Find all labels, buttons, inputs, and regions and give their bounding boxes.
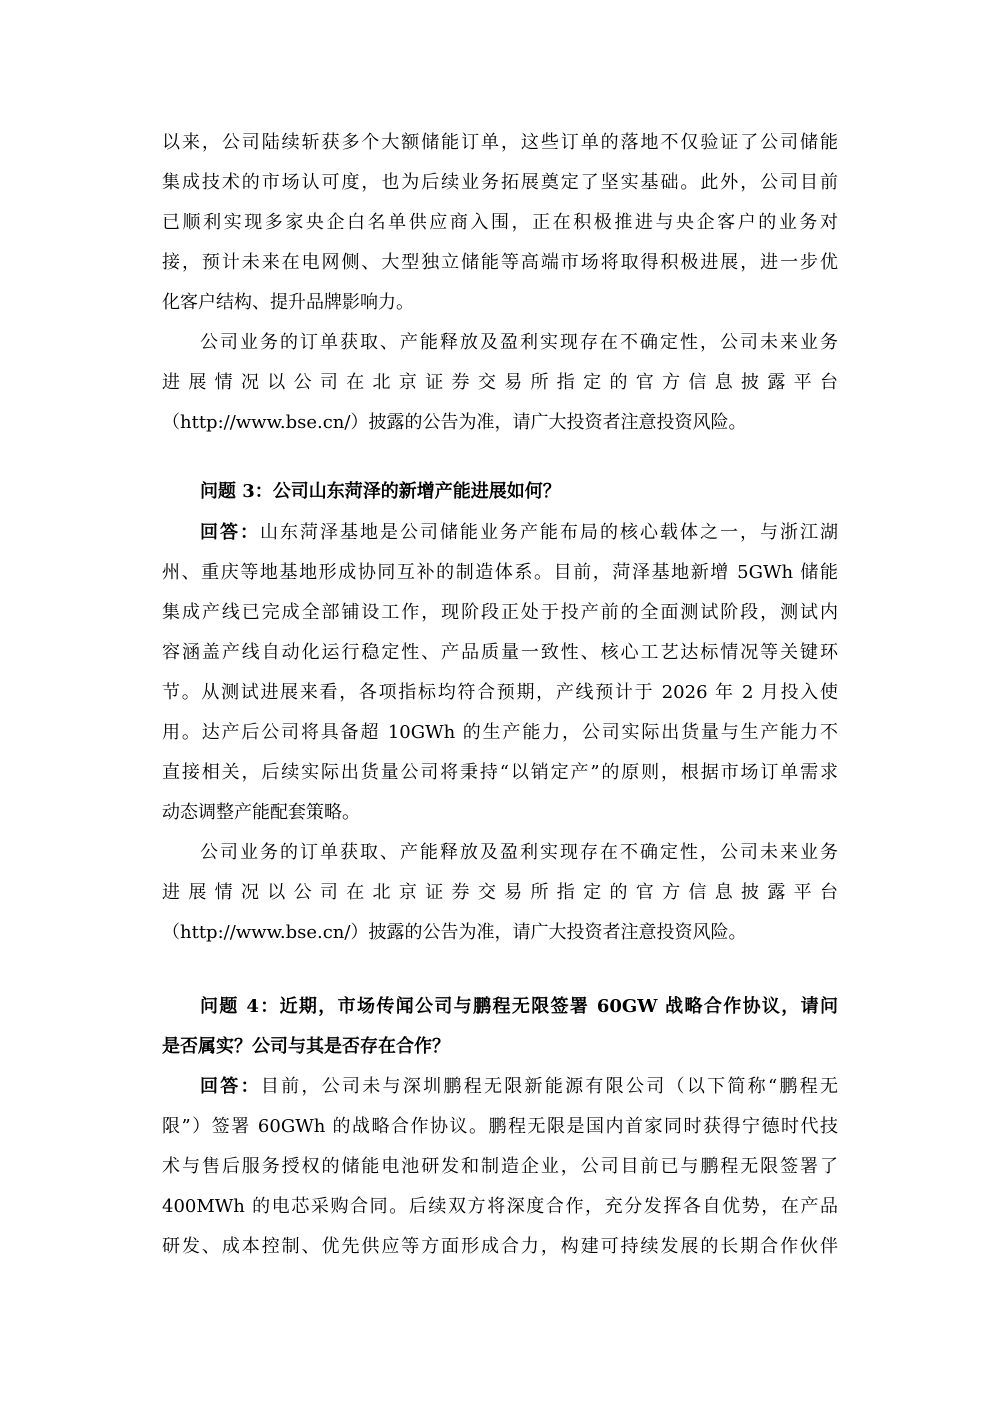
question-text: 问题 3：公司山东菏泽的新增产能进展如何？ <box>200 481 561 502</box>
risk-disclaimer-1 <box>162 323 838 443</box>
text-line: 进展情况以公司在北京证券交易所指定的官方信息披露平台 <box>162 882 838 903</box>
text-line: （http://www.bse.cn/）披露的公告为准，请广大投资者注意投资风险。 <box>162 922 747 943</box>
text-line: 研发、成本控制、优先供应等方面形成合力，构建可持续发展的长期合作伙伴 <box>162 1236 838 1257</box>
risk-disclaimer-2 <box>162 833 838 953</box>
text-line: 术与售后服务授权的储能电池研发和制造企业，公司目前已与鹏程无限签署了 <box>162 1156 838 1177</box>
question-4-heading <box>162 987 838 1067</box>
text-line: 公司业务的订单获取、产能释放及盈利实现存在不确定性，公司未来业务 <box>200 842 838 863</box>
question-text: 问题 4：近期，市场传闻公司与鹏程无限签署 60GW 战略合作协议，请问 <box>200 996 838 1017</box>
text-line: 公司业务的订单获取、产能释放及盈利实现存在不确定性，公司未来业务 <box>200 332 838 353</box>
text-line: 用。达产后公司将具备超 10GWh 的生产能力，公司实际出货量与生产能力不 <box>162 722 838 743</box>
answer-label: 回答： <box>200 522 260 543</box>
answer-first-line <box>162 513 838 553</box>
text-line: 以来，公司陆续斩获多个大额储能订单，这些订单的落地不仅验证了公司储能 <box>162 132 838 153</box>
text-line: 限”）签署 60GWh 的战略合作协议。鹏程无限是国内首家同时获得宁德时代技 <box>162 1116 838 1137</box>
text-line: （http://www.bse.cn/）披露的公告为准，请广大投资者注意投资风险。 <box>162 412 747 433</box>
text-line: 动态调整产能配套策略。 <box>162 802 360 823</box>
question-text: 是否属实？公司与其是否存在合作？ <box>162 1036 450 1057</box>
text-line: 400MWh 的电芯采购合同。后续双方将深度合作，充分发挥各自优势，在产品 <box>162 1196 838 1217</box>
text-line: 进展情况以公司在北京证券交易所指定的官方信息披露平台 <box>162 372 838 393</box>
text-line: 化客户结构、提升品牌影响力。 <box>162 292 414 313</box>
answer-4 <box>162 1067 838 1267</box>
answer-text: 目前，公司未与深圳鹏程无限新能源有限公司（以下简称“鹏程无 <box>260 1076 838 1097</box>
text-line: 已顺利实现多家央企白名单供应商入围，正在积极推进与央企客户的业务对 <box>162 212 838 233</box>
text-line: 州、重庆等地基地形成协同互补的制造体系。目前，菏泽基地新增 5GWh 储能 <box>162 562 838 583</box>
answer-3 <box>162 513 838 833</box>
paragraph-market-progress <box>162 123 838 323</box>
answer-first-line <box>162 1067 838 1107</box>
text-line: 集成技术的市场认可度，也为后续业务拓展奠定了坚实基础。此外，公司目前 <box>162 172 838 193</box>
answer-text: 山东菏泽基地是公司储能业务产能布局的核心载体之一，与浙江湖 <box>260 522 838 543</box>
text-line: 集成产线已完成全部铺设工作，现阶段正处于投产前的全面测试阶段，测试内 <box>162 602 838 623</box>
text-line: 直接相关，后续实际出货量公司将秉持“以销定产”的原则，根据市场订单需求 <box>162 762 838 783</box>
text-line: 容涵盖产线自动化运行稳定性、产品质量一致性、核心工艺达标情况等关键环 <box>162 642 838 663</box>
answer-label: 回答： <box>200 1076 261 1097</box>
text-line: 节。从测试进展来看，各项指标均符合预期，产线预计于 2026 年 2 月投入使 <box>162 682 838 703</box>
text-line: 接，预计未来在电网侧、大型独立储能等高端市场将取得积极进展，进一步优 <box>162 252 838 273</box>
question-3-heading <box>162 472 838 512</box>
